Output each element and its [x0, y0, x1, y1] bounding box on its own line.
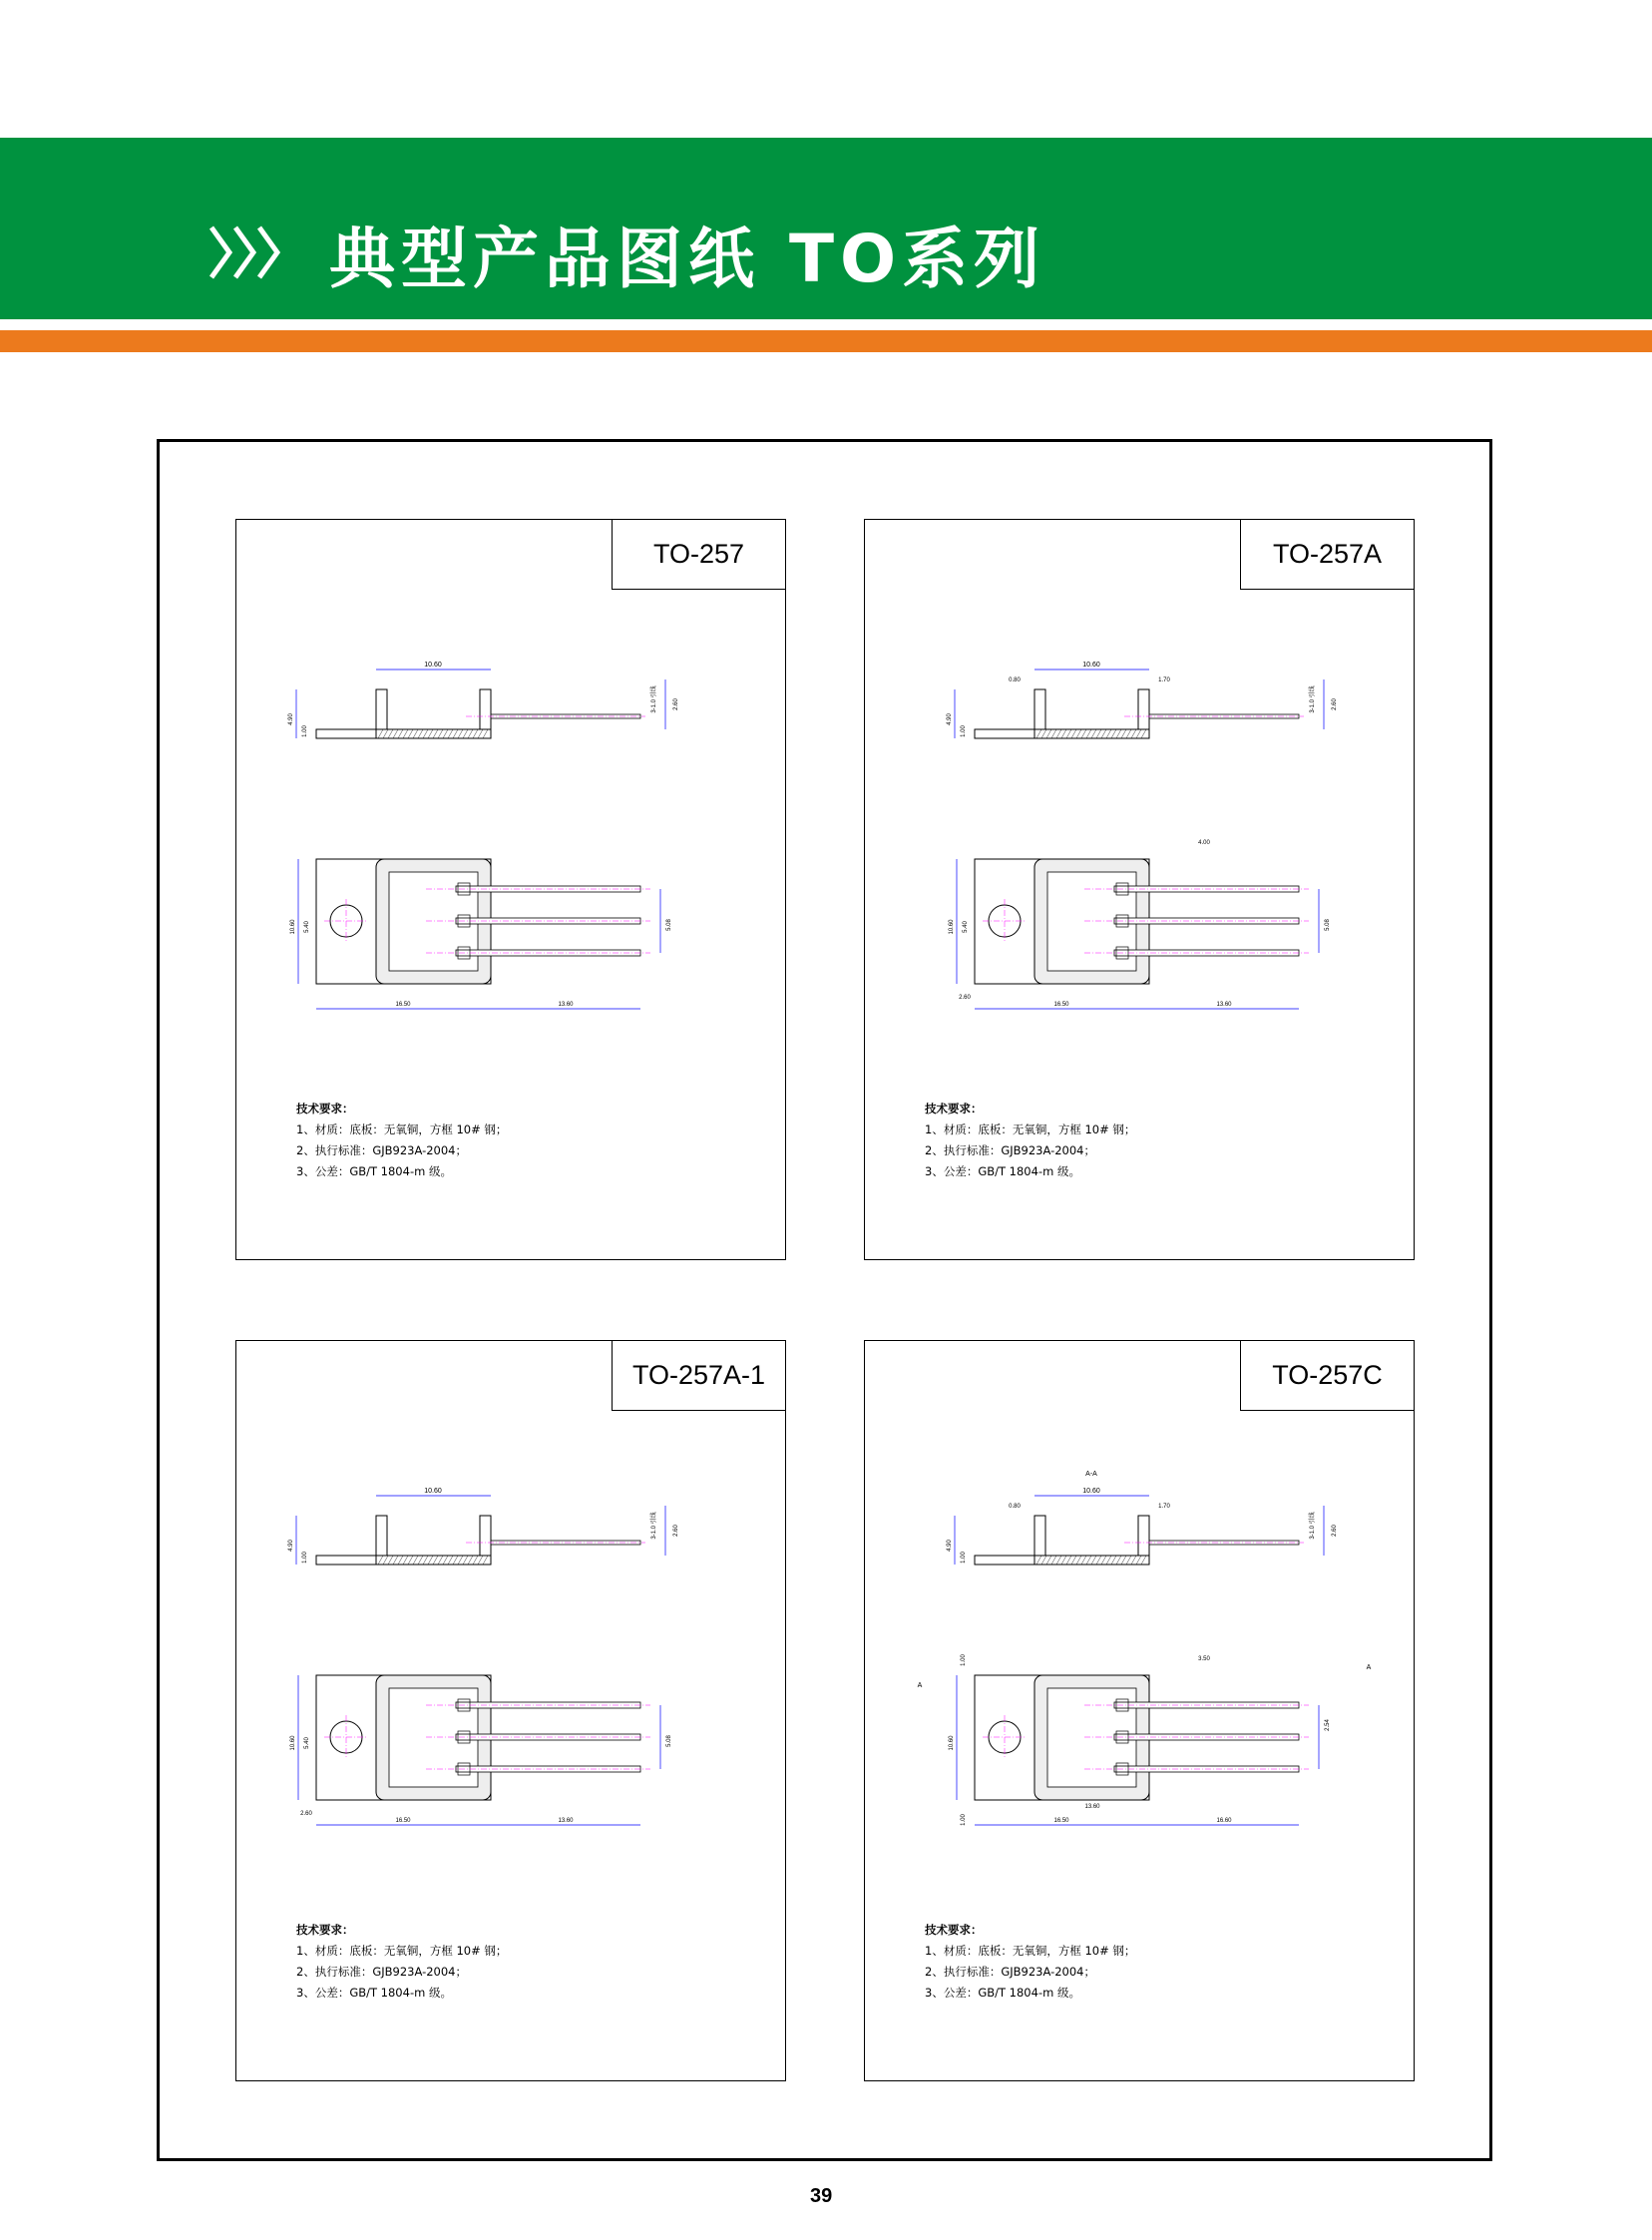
- dim-left-top: 1.00: [961, 1654, 967, 1666]
- dim-h2: 1.00: [302, 1552, 308, 1564]
- dim-h1: 4.90: [947, 713, 953, 725]
- requirement-item: 1、材质：底板：无氧铜，方框 10# 钢；: [296, 1944, 508, 1958]
- dim-top-left: 0.80: [1009, 677, 1021, 683]
- frame-wall-left: [1034, 1516, 1045, 1556]
- dim-lead-height: 2.60: [1332, 1525, 1338, 1537]
- dim-pins: 3-1.0 引线: [651, 1512, 657, 1540]
- requirements-heading: 技术要求：: [925, 1102, 983, 1116]
- panel-title: TO-257A: [1240, 520, 1414, 590]
- dim-left-height: 10.60: [290, 1735, 296, 1751]
- dim-top-right: 1.70: [1158, 677, 1170, 683]
- dim-top-right: 1.70: [1158, 1504, 1170, 1510]
- panel-title: TO-257C: [1240, 1341, 1414, 1411]
- technical-requirements: [296, 1920, 507, 2004]
- technical-requirements: [925, 1099, 1135, 1182]
- frame-wall-right: [1138, 689, 1149, 729]
- requirement-item: 3、公差：GB/T 1804-m 级。: [925, 1164, 1080, 1178]
- requirement-item: 1、材质：底板：无氧铜，方框 10# 钢；: [296, 1122, 508, 1136]
- dim-left-height-2: 5.40: [963, 921, 969, 933]
- dim-top-width: 10.60: [424, 1488, 442, 1495]
- frame-wall-right: [480, 689, 491, 729]
- base-plate: [975, 729, 1034, 738]
- header-stripe: [0, 330, 1652, 352]
- base-plate: [316, 1556, 376, 1565]
- panel-title: TO-257A-1: [612, 1341, 785, 1411]
- dim-lead-height: 2.60: [673, 698, 679, 710]
- dim-top-width: 10.60: [424, 662, 442, 669]
- dim-pin-span: 5.08: [666, 1735, 672, 1747]
- base-plate: [975, 1556, 1034, 1565]
- dim-bottom-b: 13.60: [558, 1002, 574, 1008]
- dim-left-bottom: 1.00: [961, 1814, 967, 1826]
- dim-h1: 4.90: [288, 1540, 294, 1552]
- frame-wall-right: [480, 1516, 491, 1556]
- dim-h1: 4.90: [288, 713, 294, 725]
- base-plate: [316, 729, 376, 738]
- dim-pin-pitch: 2.54: [1325, 1719, 1331, 1731]
- dim-left-height-2: 5.40: [304, 921, 310, 933]
- technical-requirements: [925, 1920, 1135, 2004]
- dim-pin-top: 4.00: [1198, 840, 1210, 846]
- dim-bottom-a: 16.50: [1053, 1818, 1069, 1824]
- dim-pin-span: 5.08: [666, 919, 672, 931]
- technical-requirements: [296, 1099, 507, 1182]
- frame-wall-left: [376, 689, 387, 729]
- dim-bottom-a: 16.50: [1053, 1002, 1069, 1008]
- dim-pin-span: 5.08: [1325, 919, 1331, 931]
- section-mark-left: A: [917, 1682, 923, 1689]
- section-label: A-A: [1085, 1471, 1097, 1478]
- dim-inner-width: 13.60: [1084, 1804, 1100, 1810]
- dim-bottom-a: 16.50: [395, 1818, 411, 1824]
- section-mark-right: A: [1366, 1664, 1372, 1671]
- requirement-item: 1、材质：底板：无氧铜，方框 10# 钢；: [925, 1944, 1136, 1958]
- requirement-item: 1、材质：底板：无氧铜，方框 10# 钢；: [925, 1122, 1136, 1136]
- requirement-item: 2、执行标准：GJB923A-2004；: [296, 1143, 467, 1157]
- dim-lead-height: 2.60: [673, 1525, 679, 1537]
- dim-left-height: 10.60: [290, 919, 296, 935]
- requirement-item: 2、执行标准：GJB923A-2004；: [296, 1965, 467, 1979]
- drawing-panel-1: [235, 519, 786, 1260]
- frame-wall-right: [1138, 1516, 1149, 1556]
- dim-h2: 1.00: [961, 1552, 967, 1564]
- dim-left-height-2: 5.40: [304, 1737, 310, 1749]
- dim-pins: 3-1.0 引线: [1310, 1512, 1316, 1540]
- dim-left-small: 2.60: [300, 1811, 312, 1817]
- frame-wall-left: [376, 1516, 387, 1556]
- panel-title: TO-257: [612, 520, 785, 590]
- requirement-item: 3、公差：GB/T 1804-m 级。: [296, 1986, 452, 2000]
- dim-h2: 1.00: [302, 725, 308, 737]
- dim-bottom-b: 13.60: [1216, 1002, 1232, 1008]
- page-number: 39: [810, 2185, 833, 2207]
- dim-h2: 1.00: [961, 725, 967, 737]
- dim-pin-top: 3.50: [1198, 1656, 1210, 1662]
- dim-top-width: 10.60: [1082, 662, 1100, 669]
- page-title: 典型产品图纸 TO系列: [329, 221, 1046, 297]
- dim-bottom-b: 13.60: [558, 1818, 574, 1824]
- dim-h1: 4.90: [947, 1540, 953, 1552]
- frame-wall-left: [1034, 689, 1045, 729]
- dim-left-height: 10.60: [949, 1735, 955, 1751]
- requirement-item: 2、执行标准：GJB923A-2004；: [925, 1965, 1095, 1979]
- requirements-heading: 技术要求：: [296, 1923, 354, 1937]
- dim-left-height: 10.60: [949, 919, 955, 935]
- dim-top-left: 0.80: [1009, 1504, 1021, 1510]
- dim-bottom-b: 16.60: [1216, 1818, 1232, 1824]
- dim-pins: 3-1.0 引线: [1310, 685, 1316, 713]
- dim-pins: 3-1.0 引线: [651, 685, 657, 713]
- drawing-panel-2: [864, 519, 1415, 1260]
- requirement-item: 3、公差：GB/T 1804-m 级。: [925, 1986, 1080, 2000]
- dim-top-width: 10.60: [1082, 1488, 1100, 1495]
- dim-bottom-a: 16.50: [395, 1002, 411, 1008]
- dim-left-small: 2.60: [959, 995, 971, 1001]
- requirements-heading: 技术要求：: [925, 1923, 983, 1937]
- chevrons-icon: [207, 218, 287, 287]
- requirement-item: 3、公差：GB/T 1804-m 级。: [296, 1164, 452, 1178]
- drawing-panel-3: [235, 1340, 786, 2081]
- dim-lead-height: 2.60: [1332, 698, 1338, 710]
- requirement-item: 2、执行标准：GJB923A-2004；: [925, 1143, 1095, 1157]
- requirements-heading: 技术要求：: [296, 1102, 354, 1116]
- drawing-panel-4: [864, 1340, 1415, 2081]
